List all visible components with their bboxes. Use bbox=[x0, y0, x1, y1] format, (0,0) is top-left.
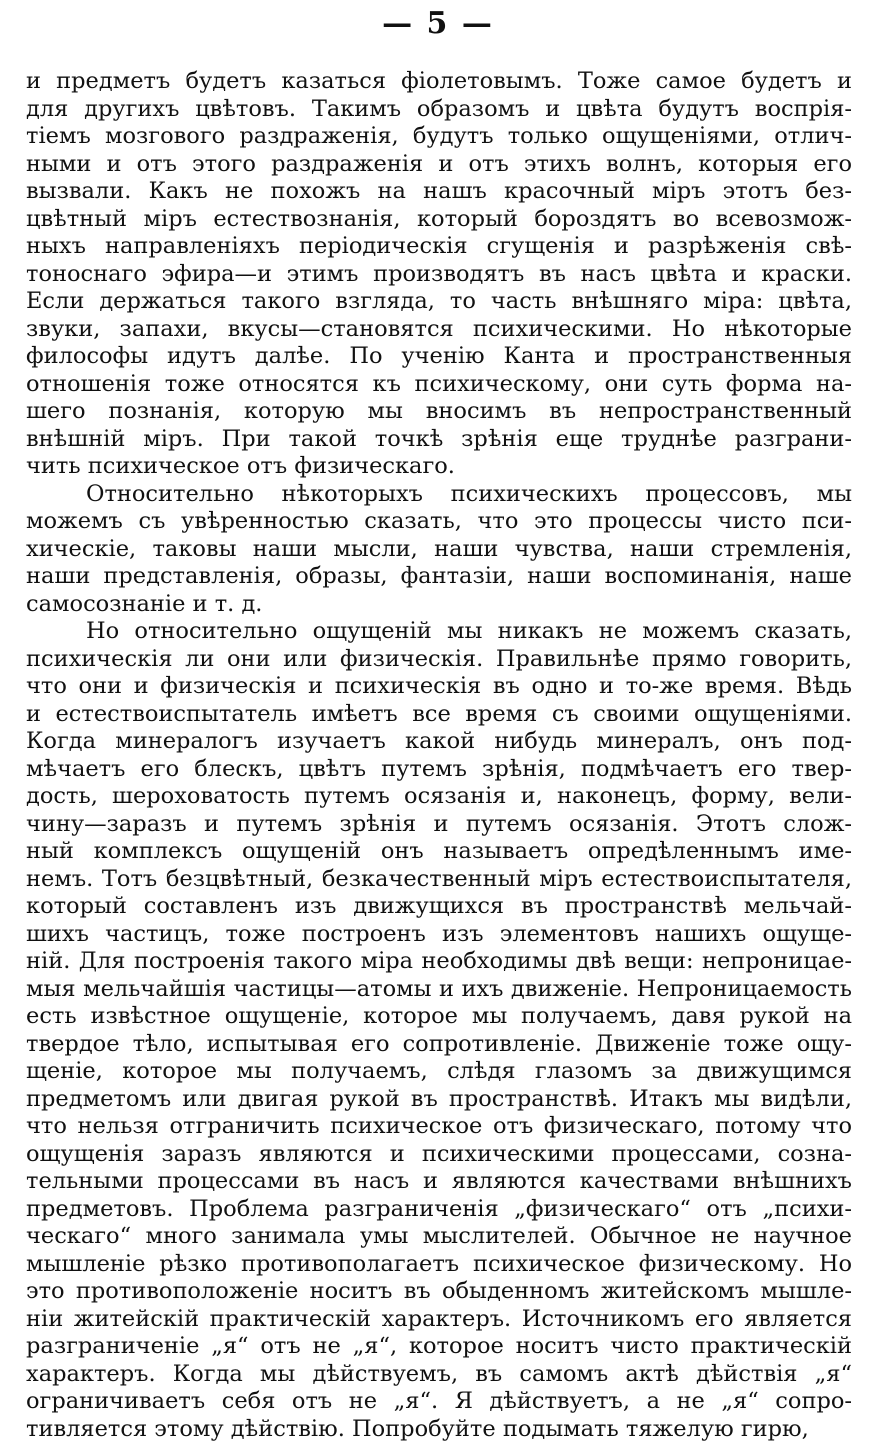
text-line: философы идутъ далѣе. По ученію Канта и пространственныя bbox=[26, 343, 852, 371]
text-line: звуки, запахи, вкусы—становятся психическими. Но нѣкоторые bbox=[26, 316, 852, 344]
text-line: ными и отъ этого раздраженія и отъ этихъ волнъ, которыя его bbox=[26, 151, 852, 179]
text-line: и предметъ будетъ казаться фіолетовымъ. Тоже самое будетъ и bbox=[26, 68, 852, 96]
text-line: хическіе, таковы наши мысли, наши чувства, наши стремленія, bbox=[26, 536, 852, 564]
text-line: психическія ли они или физическія. Правильнѣе прямо говорить, bbox=[26, 646, 852, 674]
text-line: чить психическое отъ физическаго. bbox=[26, 453, 852, 481]
page-number: — 5 — bbox=[0, 6, 876, 42]
text-line: тіемъ мозгового раздраженія, будутъ только ощущеніями, отлич- bbox=[26, 123, 852, 151]
text-line: Относительно нѣкоторыхъ психическихъ процессовъ, мы bbox=[26, 481, 852, 509]
text-line: немъ. Тотъ безцвѣтный, безкачественный міръ естествоиспытателя, bbox=[26, 866, 852, 894]
text-line: для другихъ цвѣтовъ. Такимъ образомъ и цвѣта будутъ воспрія- bbox=[26, 96, 852, 124]
text-line: дость, шероховатость путемъ осязанія и, наконецъ, форму, вели- bbox=[26, 783, 852, 811]
text-line: шихъ частицъ, тоже построенъ изъ элементовъ нашихъ ощуще- bbox=[26, 921, 852, 949]
text-line: можемъ съ увѣренностью сказать, что это процессы чисто пси- bbox=[26, 508, 852, 536]
text-line: предметовъ. Проблема разграниченія „физическаго“ отъ „психи- bbox=[26, 1196, 852, 1224]
text-line: характеръ. Когда мы дѣйствуемъ, въ самомъ актѣ дѣйствія „я“ bbox=[26, 1361, 852, 1389]
text-line: который составленъ изъ движущихся въ пространствѣ мельчай- bbox=[26, 893, 852, 921]
text-line: ній. Для построенія такого міра необходимы двѣ вещи: непроницае- bbox=[26, 948, 852, 976]
text-line: внѣшній міръ. При такой точкѣ зрѣнія еще труднѣе разграни- bbox=[26, 426, 852, 454]
text-line: чину—заразъ и путемъ зрѣнія и путемъ осязанія. Этотъ слож- bbox=[26, 811, 852, 839]
text-line: разграниченіе „я“ отъ не „я“, которое носитъ чисто практическій bbox=[26, 1333, 852, 1361]
paragraph bbox=[26, 481, 852, 619]
text-line: ніи житейскій практическій характеръ. Источникомъ его является bbox=[26, 1306, 852, 1334]
text-line: есть извѣстное ощущеніе, которое мы получаемъ, давя рукой на bbox=[26, 1003, 852, 1031]
text-line: вызвали. Какъ не похожъ на нашъ красочный міръ этотъ без- bbox=[26, 178, 852, 206]
text-line: это противоположеніе носитъ въ обыденномъ житейскомъ мышле- bbox=[26, 1278, 852, 1306]
text-line: тельными процессами въ насъ и являются качествами внѣшнихъ bbox=[26, 1168, 852, 1196]
text-line: мѣчаетъ его блескъ, цвѣтъ путемъ зрѣнія, подмѣчаетъ его твер- bbox=[26, 756, 852, 784]
text-line: цвѣтный міръ естествознанія, который бороздятъ во всевозмож- bbox=[26, 206, 852, 234]
text-line: что они и физическія и психическія въ одно и то-же время. Вѣдь bbox=[26, 673, 852, 701]
text-line: и естествоиспытатель имѣетъ все время съ своими ощущеніями. bbox=[26, 701, 852, 729]
paragraph bbox=[26, 68, 852, 481]
text-line: твердое тѣло, испытывая его сопротивленіе. Движеніе тоже ощу- bbox=[26, 1031, 852, 1059]
text-line: мышленіе рѣзко противополагаетъ психическое физическому. Но bbox=[26, 1251, 852, 1279]
text-line: Но относительно ощущеній мы никакъ не можемъ сказать, bbox=[26, 618, 852, 646]
text-line: ощущенія заразъ являются и психическими процессами, созна- bbox=[26, 1141, 852, 1169]
text-line: предметомъ или двигая рукой въ пространствѣ. Итакъ мы видѣли, bbox=[26, 1086, 852, 1114]
text-line: ныхъ направленіяхъ періодическія сгущенія и разрѣженія свѣ- bbox=[26, 233, 852, 261]
text-line: что нельзя отграничить психическое отъ физическаго, потому что bbox=[26, 1113, 852, 1141]
text-line: Когда минералогъ изучаетъ какой нибудь минералъ, онъ под- bbox=[26, 728, 852, 756]
text-line: самосознаніе и т. д. bbox=[26, 591, 852, 619]
text-line: наши представленія, образы, фантазіи, наши воспоминанія, наше bbox=[26, 563, 852, 591]
text-line: мыя мельчайшія частицы—атомы и ихъ движеніе. Непроницаемость bbox=[26, 976, 852, 1004]
text-line: Если держаться такого взгляда, то часть внѣшняго міра: цвѣта, bbox=[26, 288, 852, 316]
body-text bbox=[26, 68, 852, 1443]
text-line: шего познанія, которую мы вносимъ въ непространственный bbox=[26, 398, 852, 426]
text-line: щеніе, которое мы получаемъ, слѣдя глазомъ за движущимся bbox=[26, 1058, 852, 1086]
text-line: ный комплексъ ощущеній онъ называетъ опредѣленнымъ име- bbox=[26, 838, 852, 866]
text-line: тивляется этому дѣйствію. Попробуйте подымать тяжелую гирю, bbox=[26, 1416, 852, 1443]
text-line: ческаго“ много занимала умы мыслителей. Обычное не научное bbox=[26, 1223, 852, 1251]
text-line: тоноснаго эфира—и этимъ производятъ въ насъ цвѣта и краски. bbox=[26, 261, 852, 289]
text-line: отношенія тоже относятся къ психическому, они суть форма на- bbox=[26, 371, 852, 399]
text-line: ограничиваетъ себя отъ не „я“. Я дѣйствуетъ, а не „я“ сопро- bbox=[26, 1388, 852, 1416]
paragraph bbox=[26, 618, 852, 1443]
